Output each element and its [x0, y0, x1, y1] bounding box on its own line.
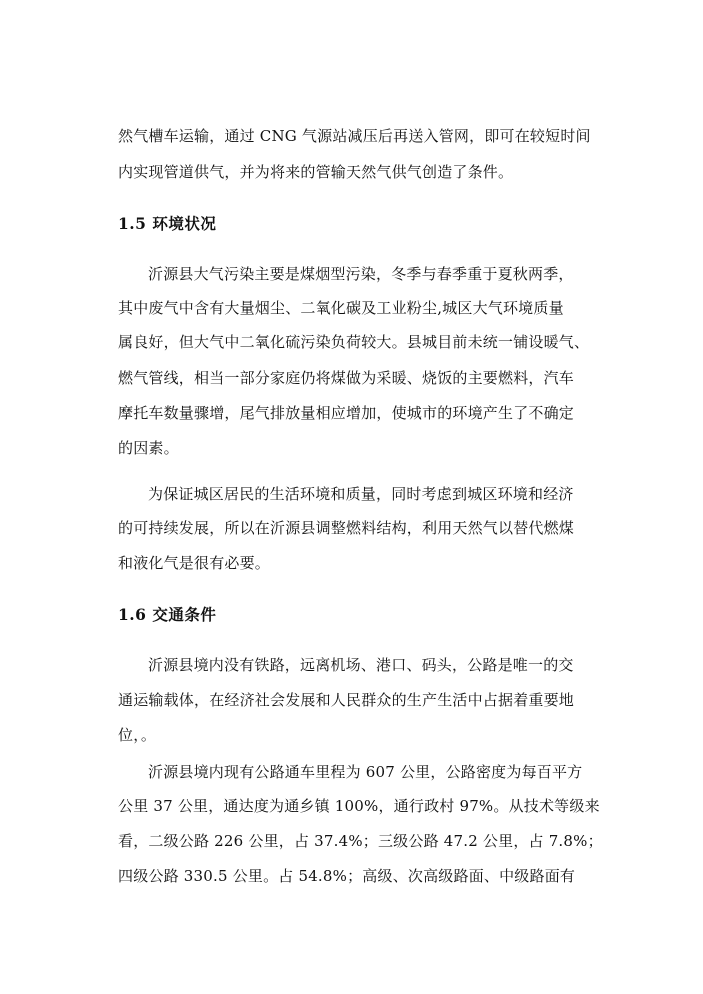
- env-p2-line-3: 和液化气是很有必要。: [118, 554, 271, 572]
- intro-line-2: 内实现管道供气，并为将来的管输天然气供气创造了条件。: [118, 163, 514, 181]
- traffic-p2-line-1: 沂源县境内现有公路通车里程为 607 公里，公路密度为每百平方: [148, 763, 583, 781]
- env-p2-line-1: 为保证城区居民的生活环境和质量，同时考虑到城区环境和经济: [148, 485, 574, 503]
- env-p2-line-2: 的可持续发展，所以在沂源县调整燃料结构，利用天然气以替代燃煤: [118, 519, 575, 537]
- traffic-p2-line-4: 四级公路 330.5 公里。占 54.8%；高级、次高级路面、中级路面有: [118, 867, 576, 885]
- traffic-p1-line-2: 通运输载体，在经济社会发展和人民群众的生产生活中占据着重要地: [118, 691, 575, 709]
- env-p1-line-2: 其中废气中含有大量烟尘、二氧化碳及工业粉尘,城区大气环境质量: [118, 299, 564, 317]
- traffic-p2-line-2: 公里 37 公里，通达度为通乡镇 100%，通行政村 97%。从技术等级来: [118, 797, 600, 815]
- section-heading-1-6: 1.6 交通条件: [118, 605, 217, 624]
- env-p1-line-3: 属良好，但大气中二氧化硫污染负荷较大。县城目前未统一铺设暖气、: [118, 333, 590, 351]
- traffic-p1-line-1: 沂源县境内没有铁路，远离机场、港口、码头，公路是唯一的交: [148, 656, 574, 674]
- env-p1-line-4: 燃气管线，相当一部分家庭仍将煤做为采暖、烧饭的主要燃料，汽车: [118, 369, 575, 387]
- env-p1-line-5: 摩托车数量骤增，尾气排放量相应增加，使城市的环境产生了不确定: [118, 404, 575, 422]
- env-p1-line-6: 的因素。: [118, 439, 179, 457]
- intro-line-1: 然气槽车运输，通过 CNG 气源站减压后再送入管网，即可在较短时间: [118, 127, 591, 145]
- traffic-p1-line-3: 位，。: [118, 726, 157, 744]
- env-p1-line-1: 沂源县大气污染主要是煤烟型污染，冬季与春季重于夏秋两季，: [148, 265, 574, 283]
- traffic-p2-line-3: 看，二级公路 226 公里，占 37.4%；三级公路 47.2 公里，占 7.8%；: [118, 832, 603, 850]
- section-heading-1-5: 1.5 环境状况: [118, 214, 217, 233]
